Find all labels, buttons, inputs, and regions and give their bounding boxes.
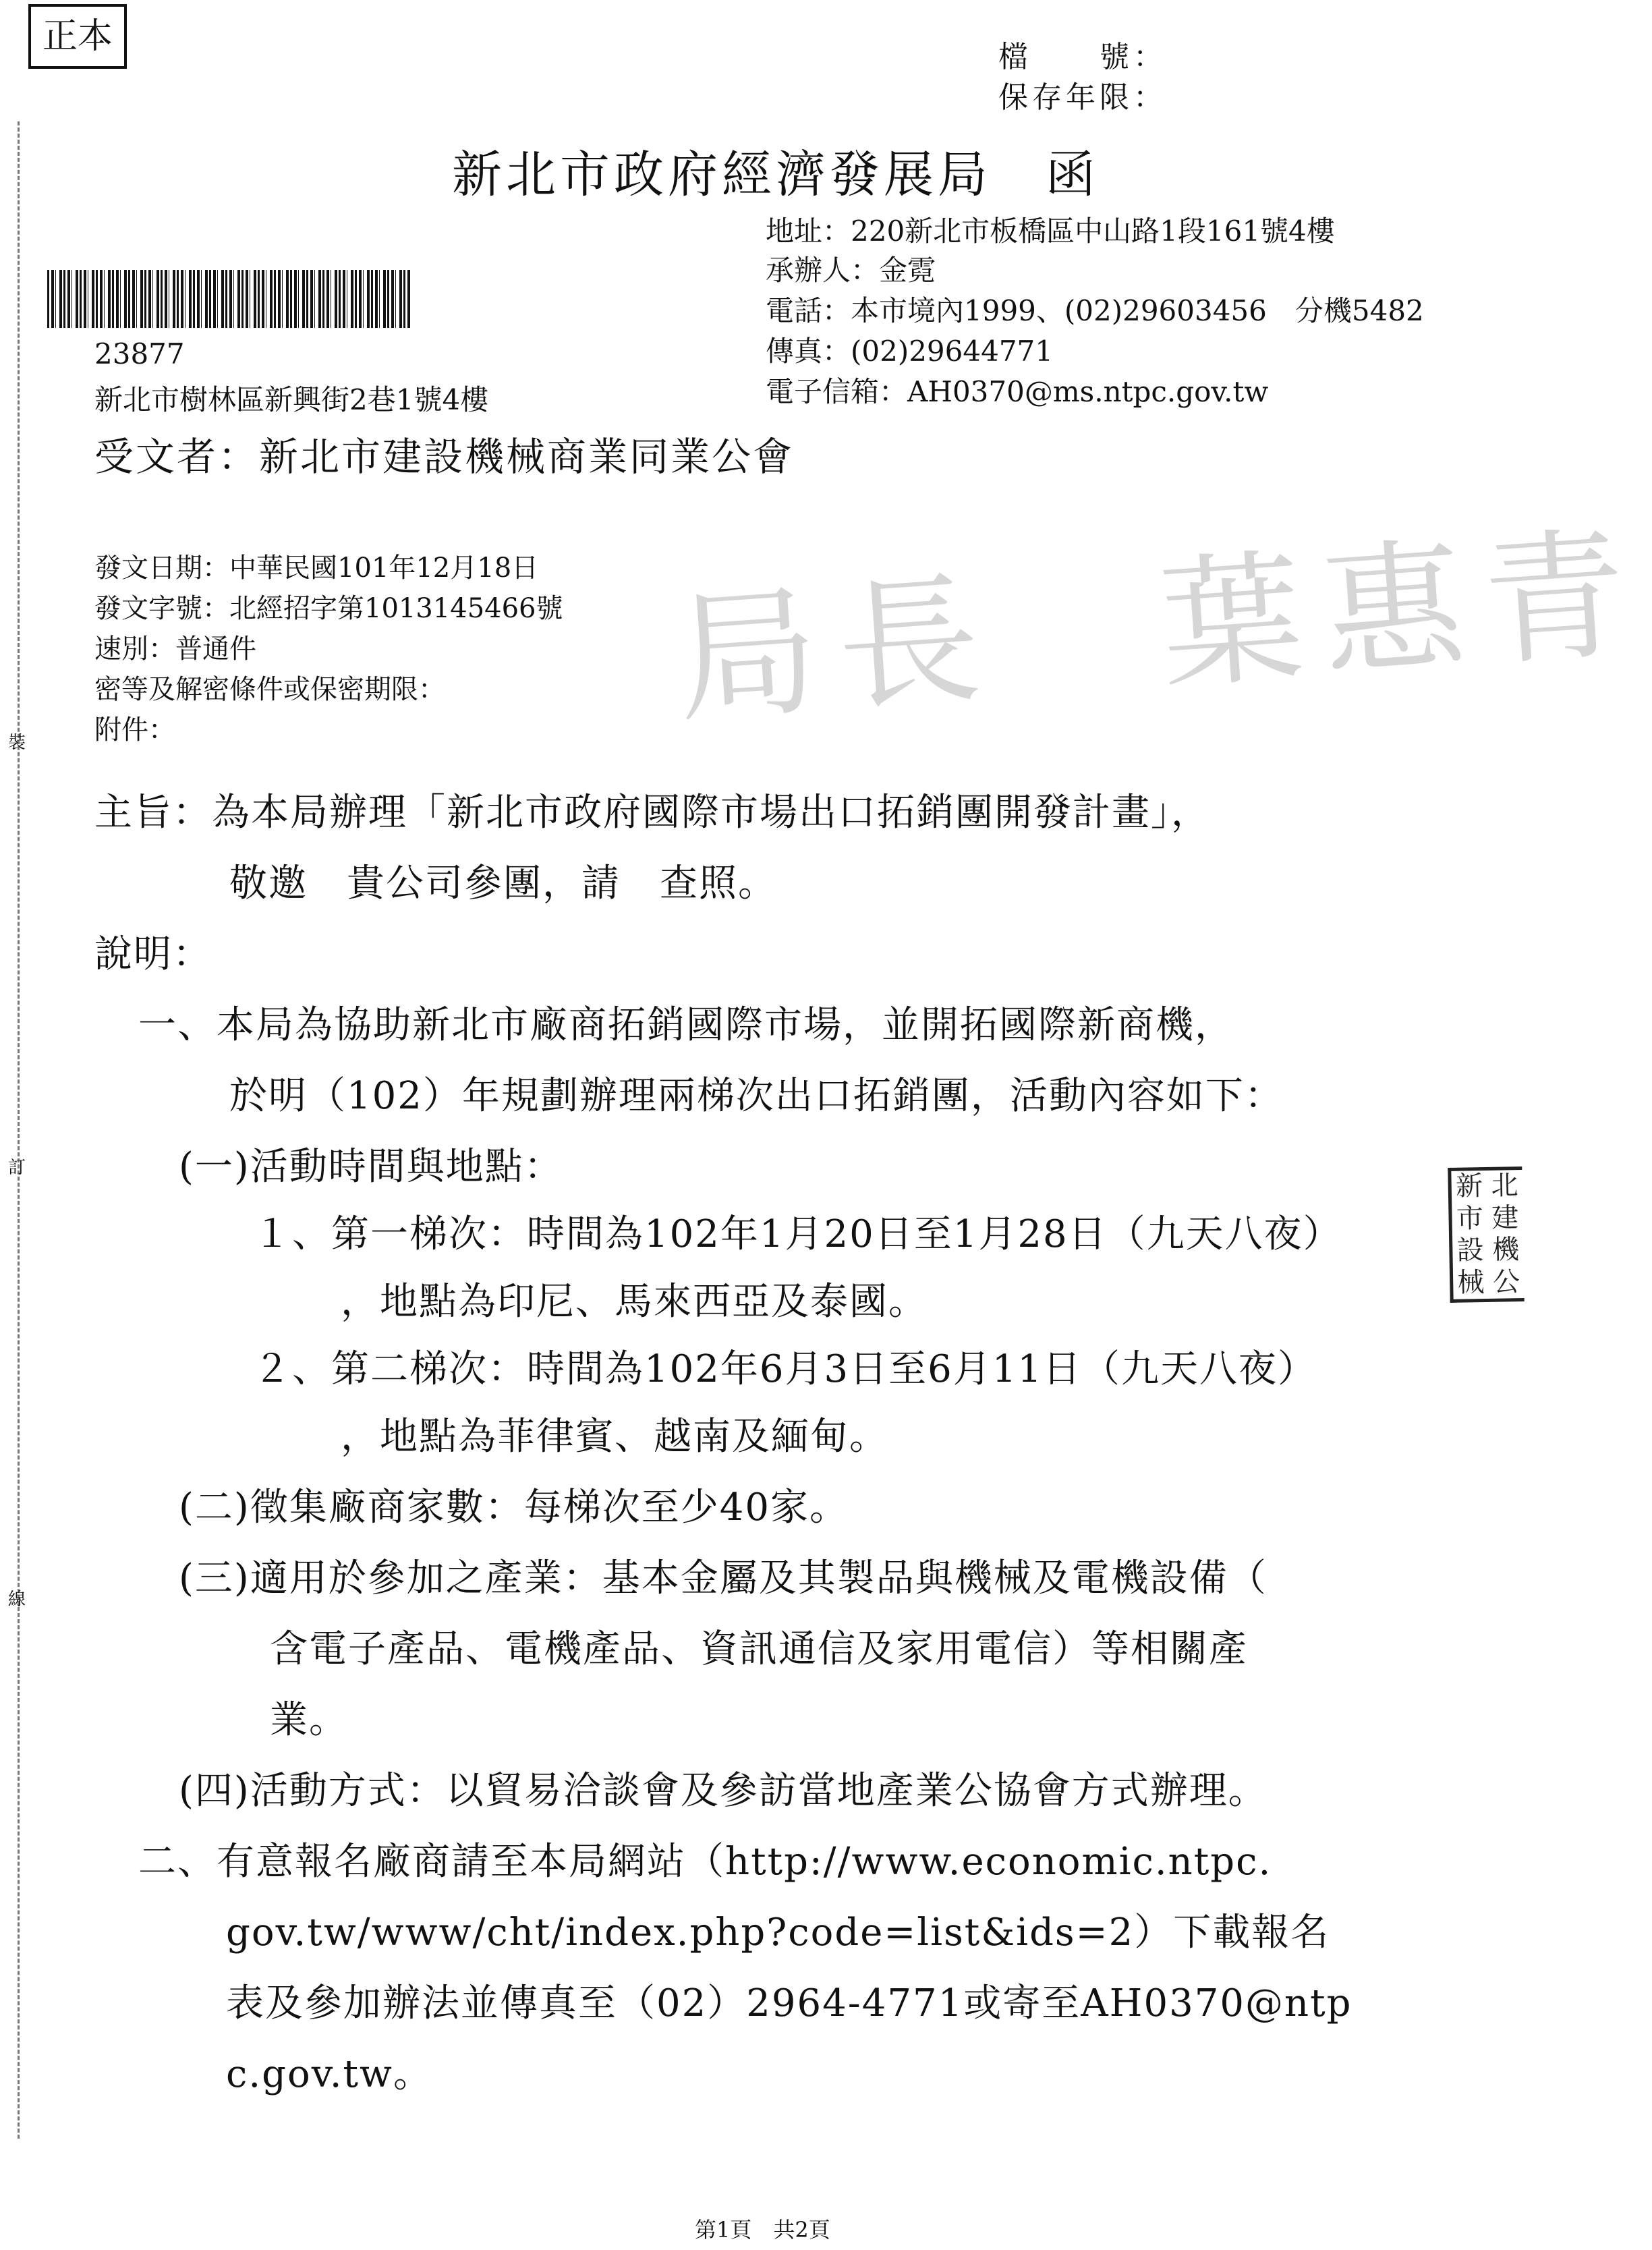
document-number: 發文字號：北經招字第1013145466號 <box>94 593 563 624</box>
sub-item-3-line-3: 業。 <box>270 1698 348 1742</box>
sub-item-1-heading: (一)活動時間與地點： <box>179 1145 563 1189</box>
sub-item-2: (二)徵集廠商家數：每梯次至少40家。 <box>179 1486 849 1529</box>
director-signature-stamp: 局長 葉惠青 <box>671 510 1652 743</box>
item-2-line-4: c.gov.tw。 <box>226 2052 432 2096</box>
page-footer: 第1頁 共2頁 <box>695 2217 830 2243</box>
retention-period-label: 保存年限： <box>998 80 1167 115</box>
binding-mark-zhuang: 裝 <box>8 733 26 753</box>
seal-char: 公 <box>1492 1266 1520 1298</box>
batch-2-line-2: ，地點為菲律賓、越南及緬甸。 <box>341 1415 888 1459</box>
issue-date: 發文日期：中華民國101年12月18日 <box>94 553 539 584</box>
seal-char: 械 <box>1457 1266 1485 1299</box>
attachments: 附件： <box>94 714 175 746</box>
explanation-heading: 說明： <box>94 932 212 976</box>
batch-2-line-1: ２、第二梯次：時間為102年6月3日至6月11日（九天八夜） <box>253 1347 1317 1391</box>
seal-char: 市 <box>1456 1202 1484 1235</box>
sub-item-4: (四)活動方式：以貿易洽談會及參訪當地產業公協會方式辦理。 <box>179 1769 1268 1813</box>
sub-item-3-line-2: 含電子產品、電機產品、資訊通信及家用電信）等相關產 <box>270 1627 1248 1671</box>
postal-code: 23877 <box>94 337 185 370</box>
agency-phone: 電話：本市境內1999、(02)29603456 分機5482 <box>766 294 1424 327</box>
seal-char: 建 <box>1491 1202 1519 1234</box>
seal-char: 設 <box>1456 1235 1485 1266</box>
item-2-line-3: 表及參加辦法並傳真至（02）2964-4771或寄至AH0370@ntp <box>226 1981 1352 2025</box>
original-copy-mark: 正本 <box>28 4 127 69</box>
sub-item-3-line-1: (三)適用於參加之產業：基本金屬及其製品與機械及電機設備（ <box>179 1556 1268 1600</box>
item-1-line-1: 一、本局為協助新北市廠商拓銷國際市場，並開拓國際新商機， <box>138 1003 1234 1047</box>
agency-fax: 傳真：(02)29644771 <box>766 335 1053 368</box>
recipient: 受文者：新北市建設機械商業同業公會 <box>94 434 795 480</box>
file-number-label: 檔 號： <box>998 40 1167 74</box>
item-1-line-2: 於明（102）年規劃辦理兩梯次出口拓銷團，活動內容如下： <box>229 1074 1284 1118</box>
agency-email: 電子信箱：AH0370@ms.ntpc.gov.tw <box>766 375 1269 408</box>
seal-char: 機 <box>1491 1234 1520 1266</box>
batch-1-line-2: ，地點為印尼、馬來西亞及泰國。 <box>341 1280 928 1324</box>
barcode <box>47 270 411 328</box>
subject-line-1: 主旨：為本局辦理「新北市政府國際市場出口拓銷團開發計畫」， <box>94 791 1210 835</box>
binding-mark-xian: 線 <box>8 1590 26 1610</box>
binding-mark-ding: 訂 <box>8 1158 26 1178</box>
subject-line-2: 敬邀 貴公司參團，請 查照。 <box>229 862 777 905</box>
binding-line <box>18 121 20 2139</box>
receipt-seal <box>1448 1166 1524 1303</box>
item-2-line-2: gov.tw/www/cht/index.php?code=list&ids=2）下載報名 <box>226 1911 1330 1954</box>
seal-char: 北 <box>1491 1170 1518 1202</box>
agency-address: 地址：220新北市板橋區中山路1段161號4樓 <box>766 215 1335 248</box>
batch-1-line-1: １、第一梯次：時間為102年1月20日至1月28日（九天八夜） <box>253 1212 1342 1256</box>
document-title: 新北市政府經濟發展局 函 <box>452 146 1100 204</box>
item-2-line-1: 二、有意報名廠商請至本局網站（http://www.economic.ntpc. <box>138 1840 1272 1884</box>
seal-char: 新 <box>1455 1171 1483 1202</box>
delivery-speed: 速別：普通件 <box>94 634 256 665</box>
case-officer: 承辦人：金霓 <box>766 254 936 287</box>
secrecy-level: 密等及解密條件或保密期限： <box>94 674 445 705</box>
recipient-address: 新北市樹林區新興街2巷1號4樓 <box>94 383 489 416</box>
